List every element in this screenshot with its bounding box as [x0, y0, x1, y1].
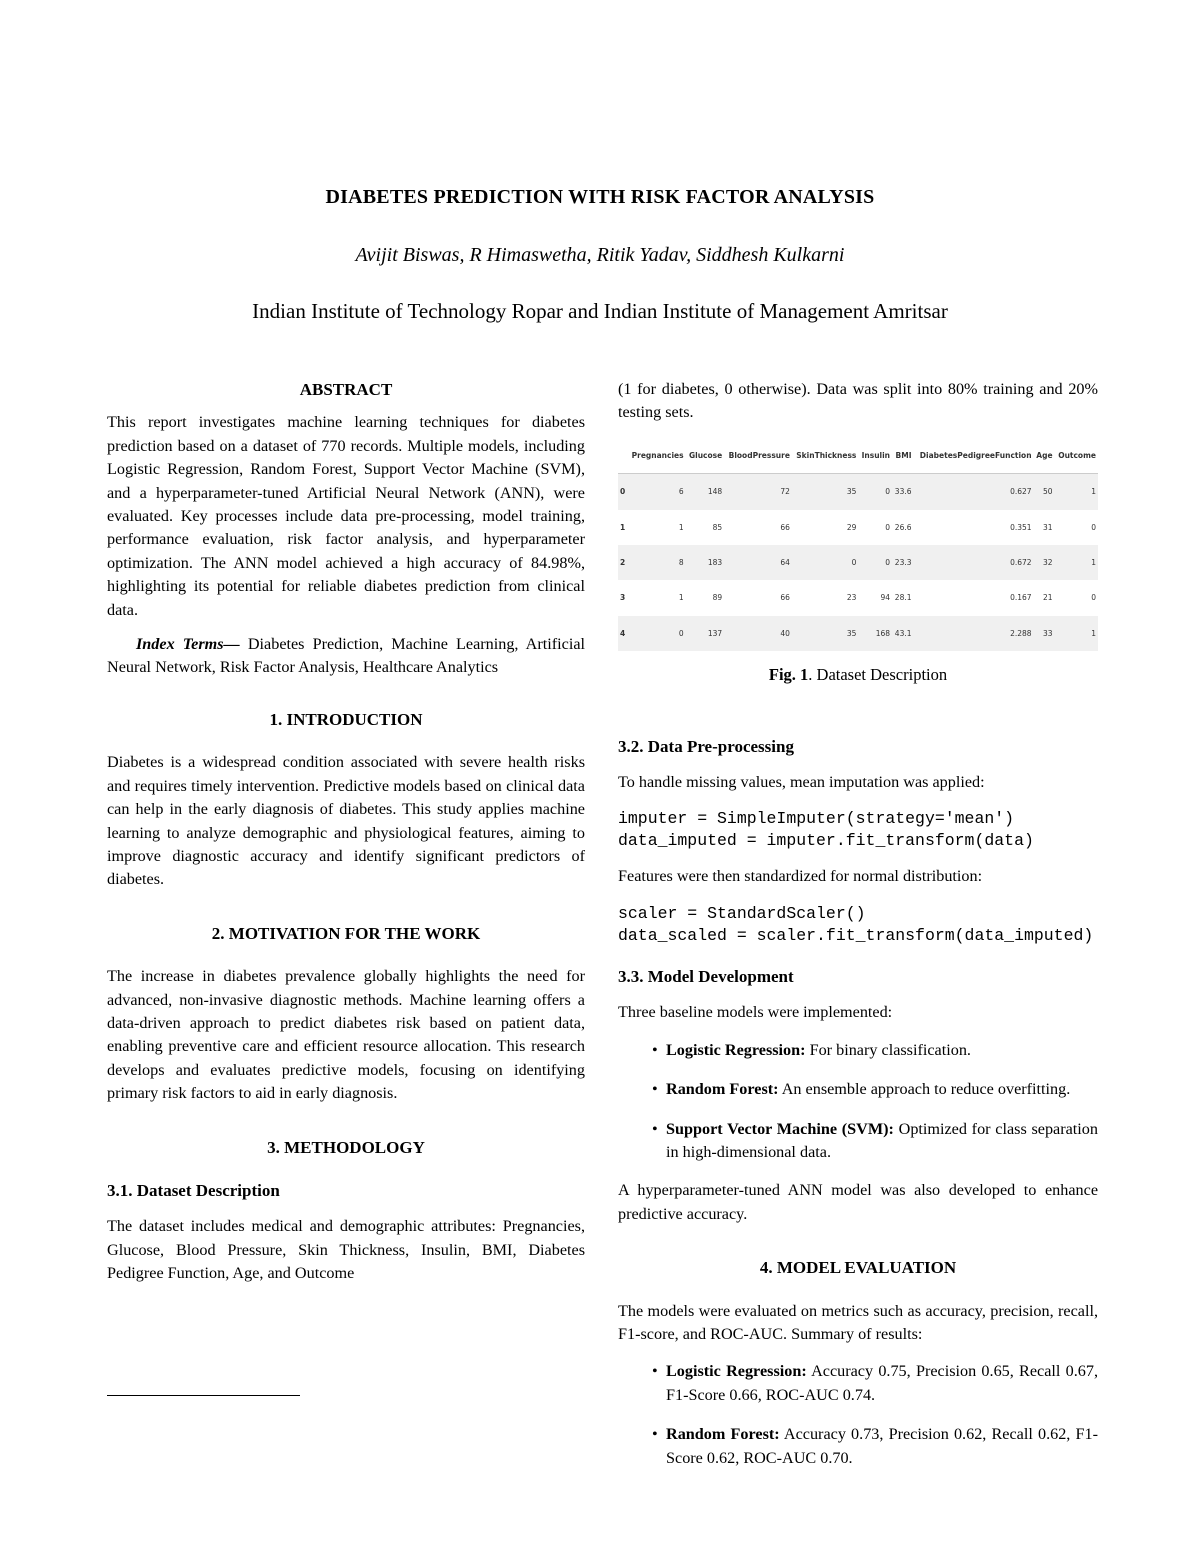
table-cell: 0.627 [914, 474, 1034, 510]
table-row [618, 474, 1098, 510]
right-column [618, 376, 1098, 1470]
table-cell: 183 [686, 545, 725, 580]
table-cell: 35 [792, 616, 859, 651]
table-cell: 0 [792, 545, 859, 580]
table-cell: 72 [724, 474, 792, 510]
table-cell: 35 [792, 474, 859, 510]
table-cell: 0 [858, 545, 892, 580]
preproc-text-1: To handle missing values, mean imputation was applied: [618, 773, 985, 792]
model-heading: 3.3. Model Development [618, 966, 794, 986]
dataset-text: The dataset includes medical and demographic attributes: Pregnancies, Glucose, Blood Pressure, Skin Thickness, Insulin, BMI, Diabetes Pedigree Function, Age, and Outcome [107, 1217, 585, 1283]
model-list [618, 1039, 1098, 1165]
table-cell: 0.672 [914, 545, 1034, 580]
table-row [618, 580, 1098, 615]
list-item-term: Random Forest: [666, 1425, 780, 1444]
author-list: Avijit Biswas, R Himaswetha, Ritik Yadav, Siddhesh Kulkarni [355, 244, 845, 266]
table-cell: 1 [678, 593, 684, 603]
table-cell: 4 [618, 616, 628, 651]
table-cell: 6 [628, 474, 686, 510]
table-header-cell [618, 439, 628, 474]
table-cell: 148 [686, 474, 725, 510]
table-cell: 0.351 [1010, 522, 1032, 532]
motivation-heading: 2. MOTIVATION FOR THE WORK [211, 923, 481, 943]
list-item-desc: Accuracy 0.75, Precision 0.65, Recall 0.67, F1-Score 0.66, ROC-AUC 0.74. [666, 1362, 1098, 1404]
table-cell: 168 [858, 616, 892, 651]
figure-caption [618, 663, 1098, 686]
index-terms [107, 633, 585, 680]
intro-text: Diabetes is a widespread condition associated with severe health risks and requires timely intervention. Predictive models based on clinical data can help in the early diagnosis of diabetes. This study applies machine learning to analyze demographic and physiological features, aiming to improve diagnostic accuracy and identify significant predictors of diabetes. [107, 753, 585, 889]
code-line: data_scaled = scaler.fit_transform(data_imputed) [618, 925, 1094, 945]
code-line: data_imputed = imputer.fit_transform(data) [618, 831, 1034, 851]
table-cell: 0 [1091, 522, 1096, 532]
result-list [618, 1360, 1098, 1470]
table-row [618, 616, 1098, 651]
table-cell: 66 [780, 593, 790, 603]
code-line: imputer = SimpleImputer(strategy='mean') [618, 809, 1015, 829]
methodology-heading: 3. METHODOLOGY [267, 1137, 425, 1157]
list-item [652, 1118, 1098, 1165]
list-item [652, 1078, 1098, 1101]
bullet-icon: • [652, 1040, 658, 1059]
table-header-cell: Pregnancies [628, 439, 686, 474]
motivation-text: The increase in diabetes prevalence globally highlights the need for advanced, non-invasive diagnostic methods. Machine learning offers a data-driven approach to predict diabetes risk based on patient data, enabling preventive care and efficient resource allocation. This research develops and evaluates predictive models, focusing on identifying primary risk factors to aid in early diagnosis. [107, 967, 585, 1103]
bullet-icon: • [652, 1362, 658, 1381]
code-block-scaler [618, 903, 1098, 947]
list-item-desc: Accuracy 0.73, Precision 0.62, Recall 0.62, F1-Score 0.62, ROC-AUC 0.70. [666, 1425, 1098, 1467]
footnote-rule [107, 1395, 300, 1396]
table-cell: 0 [858, 474, 892, 510]
table-header-cell: BMI [892, 439, 913, 474]
list-item-term: Logistic Regression: [666, 1040, 806, 1059]
list-item-term: Logistic Regression: [666, 1362, 807, 1381]
table-header-cell: Age [1034, 439, 1055, 474]
paper-title: DIABETES PREDICTION WITH RISK FACTOR ANALYSIS [325, 186, 875, 208]
table-cell: 0 [885, 522, 891, 532]
list-item [652, 1360, 1098, 1407]
dataset-heading: 3.1. Dataset Description [107, 1180, 280, 1200]
table-cell: 3 [620, 593, 626, 603]
code-block-imputer [618, 808, 1098, 852]
list-item [652, 1039, 1098, 1062]
table-cell: 1 [1055, 616, 1098, 651]
table-cell: 64 [724, 545, 792, 580]
table-cell: 50 [1034, 474, 1055, 510]
table-header-cell: Glucose [686, 439, 725, 474]
table-cell: 26.6 [894, 522, 912, 532]
table-cell: 31 [1043, 522, 1053, 532]
list-item [652, 1423, 1098, 1470]
table-cell: 28.1 [894, 593, 912, 603]
model-text-2: A hyperparameter-tuned ANN model was also developed to enhance predictive accuracy. [618, 1181, 1098, 1223]
left-column [107, 376, 585, 1286]
abstract-heading: ABSTRACT [299, 380, 393, 399]
table-cell: 0 [1091, 593, 1096, 603]
list-item-term: Random Forest: [666, 1080, 779, 1099]
table-cell: 0.167 [1010, 593, 1032, 603]
table-cell: 29 [846, 522, 857, 532]
table-cell: 2.288 [914, 616, 1034, 651]
table-cell: 1 [620, 522, 626, 532]
table-cell: 40 [724, 616, 792, 651]
affiliation: Indian Institute of Technology Ropar and Indian Institute of Management Amritsar [252, 299, 948, 323]
dataset-table-header [618, 439, 1098, 474]
table-cell: 21 [1043, 593, 1053, 603]
table-cell: 23.3 [892, 545, 913, 580]
model-text: Three baseline models were implemented: [618, 1003, 893, 1022]
bullet-icon: • [652, 1119, 658, 1138]
table-header-cell: DiabetesPedigreeFunction [914, 439, 1034, 474]
list-item-term: Support Vector Machine (SVM): [666, 1119, 894, 1138]
preproc-heading: 3.2. Data Pre-processing [618, 736, 794, 756]
table-cell: 33.6 [892, 474, 913, 510]
table-cell: 8 [628, 545, 686, 580]
table-header-cell: Insulin [858, 439, 892, 474]
table-cell: 1 [1055, 474, 1098, 510]
bullet-icon: • [652, 1425, 658, 1444]
index-terms-label: Index Terms— [136, 635, 240, 654]
table-cell: 94 [880, 593, 891, 603]
table-cell: 23 [846, 593, 857, 603]
table-cell: 1 [1055, 545, 1098, 580]
evaluation-text: The models were evaluated on metrics such as accuracy, precision, recall, F1-score, and ROC-AUC. Summary of results: [618, 1301, 1098, 1343]
table-cell: 33 [1034, 616, 1055, 651]
figure-label: Fig. 1 [768, 665, 809, 685]
table-cell: 1 [678, 522, 684, 532]
code-line: scaler = StandardScaler() [618, 903, 866, 923]
dataset-table-body [618, 474, 1098, 652]
table-row [618, 510, 1098, 545]
index-terms-text: Diabetes Prediction, Machine Learning, Artificial Neural Network, Risk Factor Analysis, Healthcare Analytics [107, 635, 586, 677]
table-cell: 2 [618, 545, 628, 580]
evaluation-heading: 4. MODEL EVALUATION [759, 1258, 957, 1278]
table-header-cell: BloodPressure [724, 439, 792, 474]
table-cell: 0 [628, 616, 686, 651]
table-cell: 32 [1034, 545, 1055, 580]
table-cell: 85 [712, 522, 723, 532]
abstract-text: This report investigates machine learning techniques for diabetes prediction based on a dataset of 770 records. Multiple models, including Logistic Regression, Random Forest, Support Vector Machine (SVM), and a hyperparameter-tuned Artificial Neural Network (ANN), were evaluated. Key processes include data pre-processing, model training, performance evaluation, risk factor analysis, and hyperparameter optimization. The ANN model achieved a high accuracy of 84.98%, highlighting its potential for reliable diabetes prediction from clinical data. [107, 413, 585, 619]
table-cell: 0 [618, 474, 628, 510]
bullet-icon: • [652, 1080, 658, 1099]
table-header-cell: Outcome [1055, 439, 1098, 474]
table-cell: 66 [780, 522, 790, 532]
figure-caption-text: . Dataset Description [808, 665, 948, 685]
table-cell: 43.1 [892, 616, 913, 651]
list-item-desc: For binary classification. [805, 1040, 971, 1059]
table-row [618, 545, 1098, 580]
preproc-text-2: Features were then standardized for normal distribution: [618, 867, 983, 886]
table-cell: 137 [686, 616, 725, 651]
list-item-desc: An ensemble approach to reduce overfitting. [778, 1080, 1071, 1099]
dataset-text-continued: (1 for diabetes, 0 otherwise). Data was split into 80% training and 20% testing sets. [618, 380, 1098, 422]
dataset-table [618, 439, 1098, 651]
table-cell: 89 [712, 593, 723, 603]
intro-heading: 1. INTRODUCTION [269, 709, 423, 729]
list-item-desc: Optimized for class separation in high-dimensional data. [666, 1119, 1098, 1161]
table-header-cell: SkinThickness [792, 439, 859, 474]
